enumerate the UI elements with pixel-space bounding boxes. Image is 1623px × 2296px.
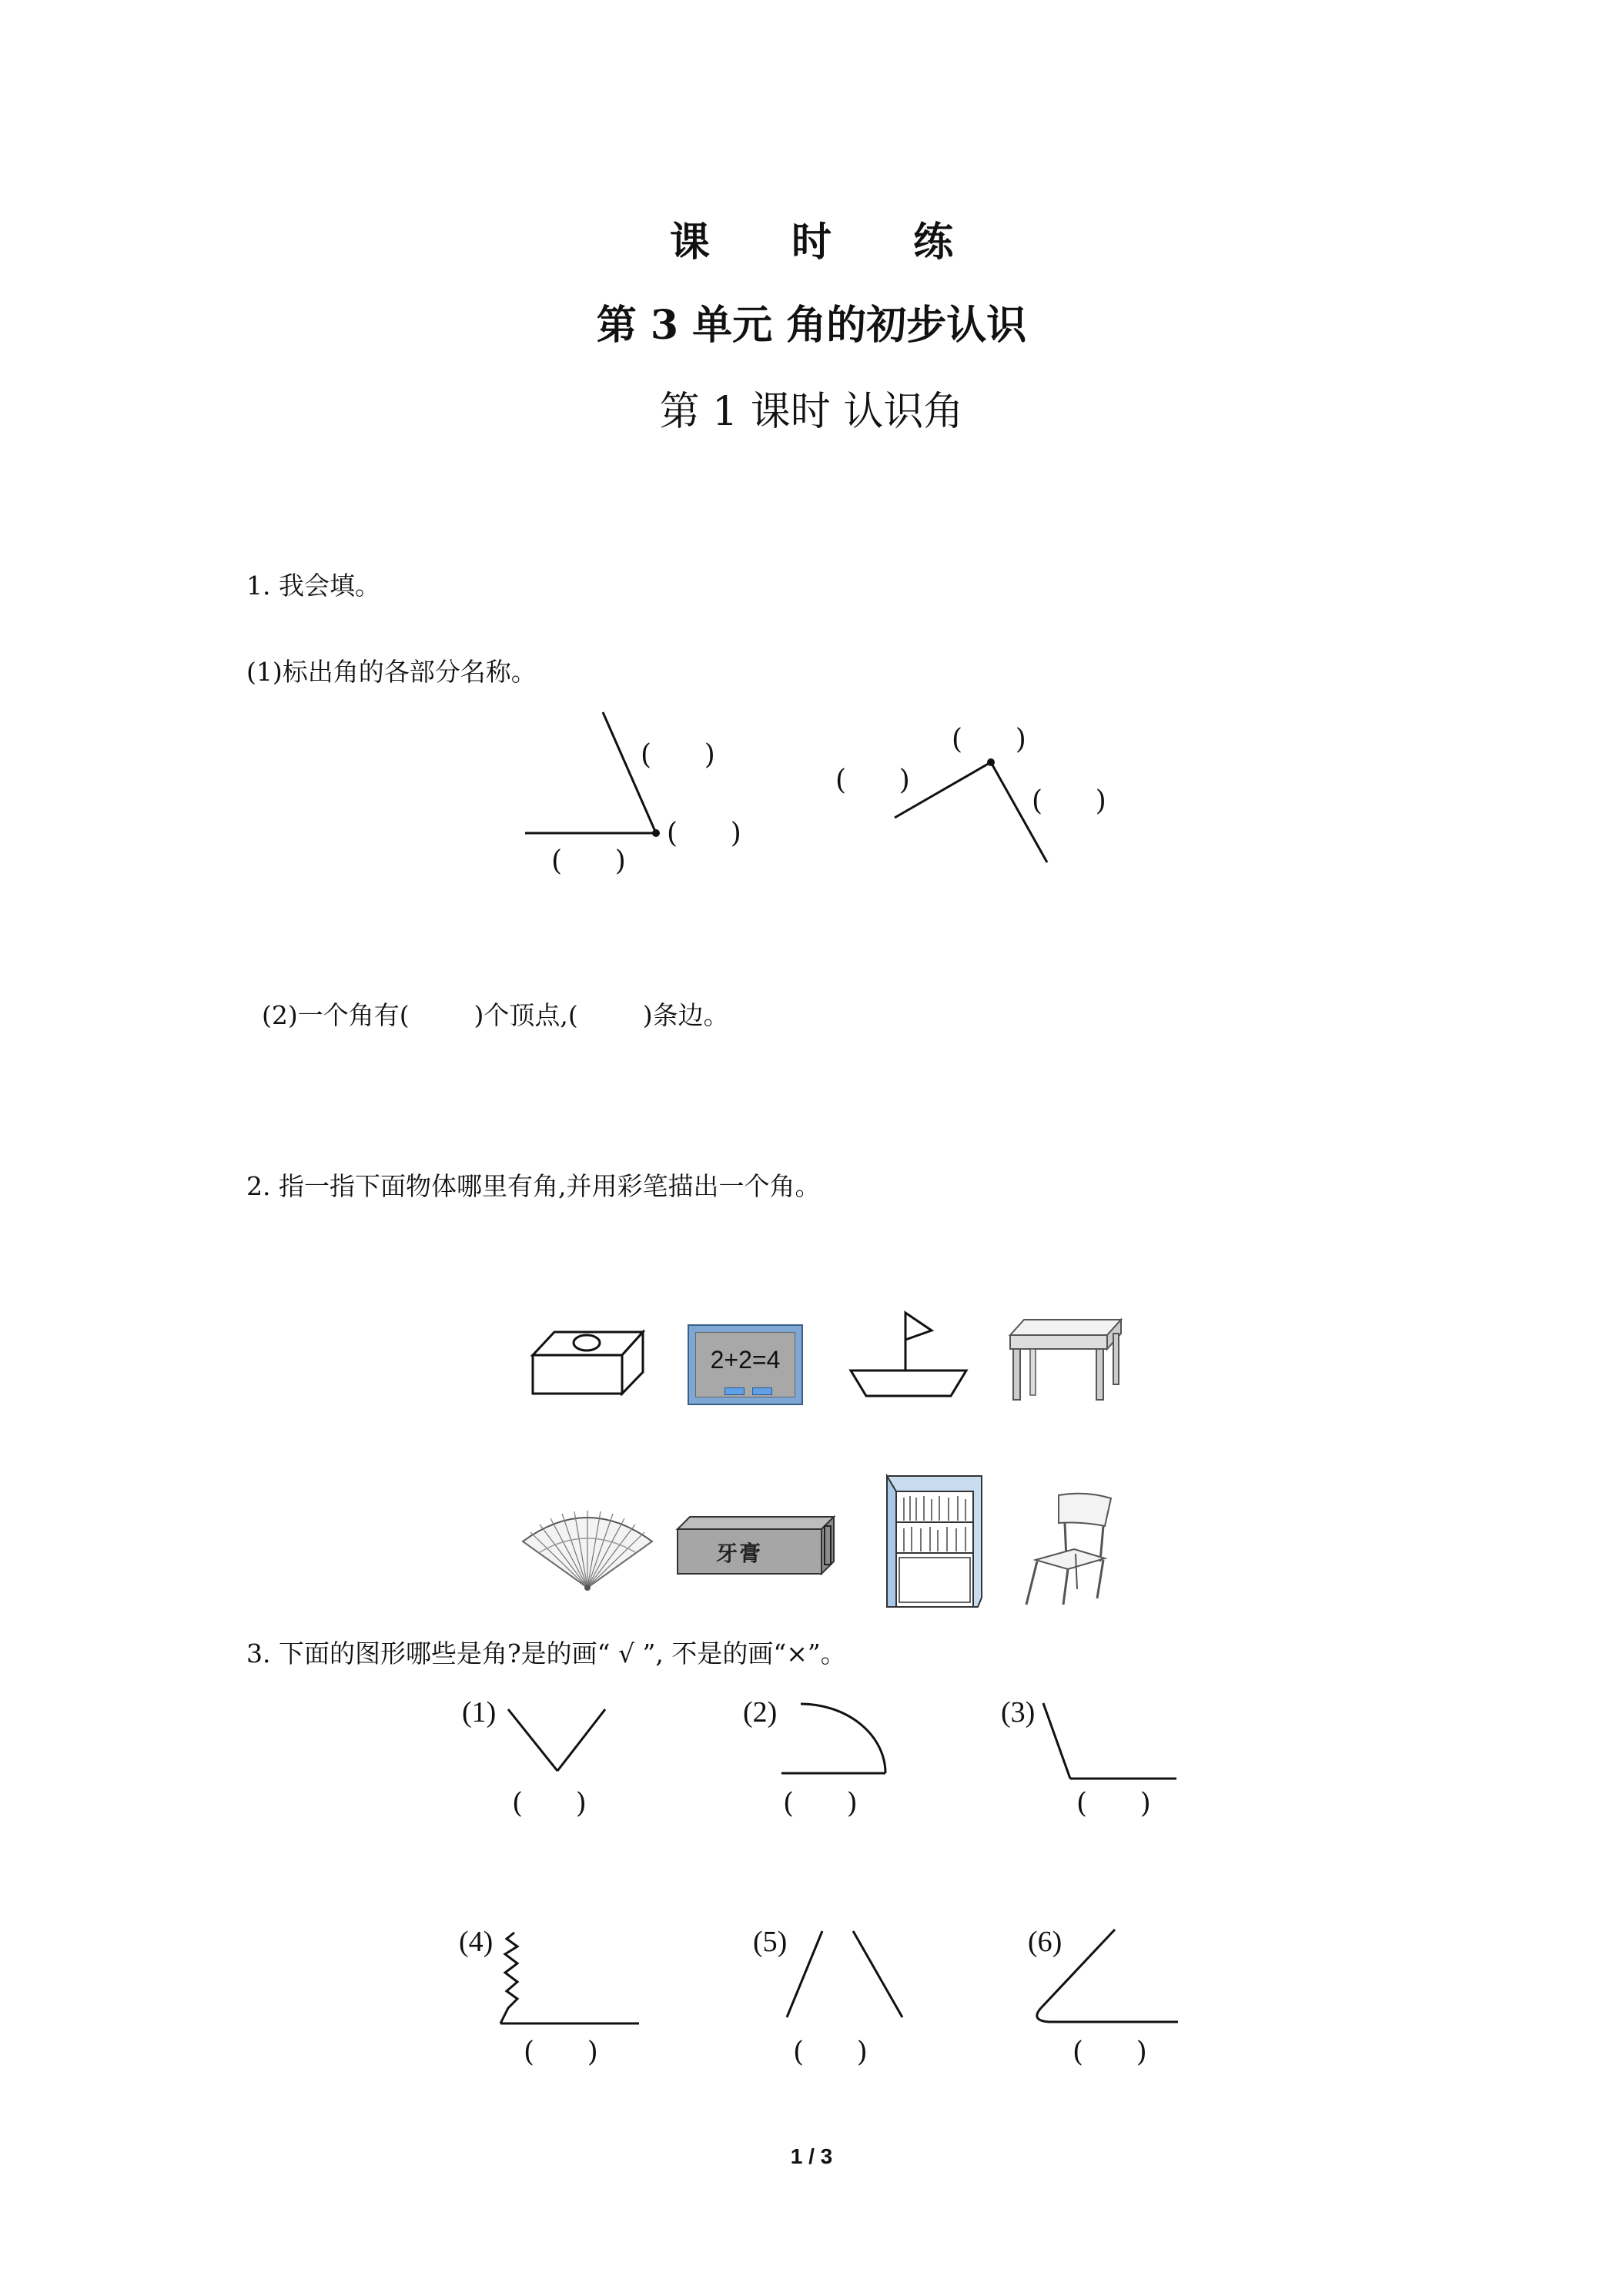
question-1-part1: (1)标出角的各部分名称。	[246, 657, 537, 687]
angle-side-blank[interactable]: ( )	[1032, 785, 1106, 817]
question-1-part2: (2)一个角有( )个顶点,( )条边。	[262, 1000, 729, 1030]
question-2-heading: 2. 指一指下面物体哪里有角,并用彩笔描出一个角。	[246, 1171, 821, 1201]
figure-label-1: (1)	[462, 1696, 497, 1729]
page-number: 1 / 3	[790, 2144, 833, 2168]
vertex-blank[interactable]: ( )	[667, 818, 741, 849]
figure-label-4: (4)	[459, 1926, 494, 1958]
lesson-title: 第 1 课时 认识角	[659, 389, 964, 435]
figure-label-5: (5)	[753, 1926, 788, 1958]
blackboard-equation: 2+2=4	[710, 1346, 781, 1374]
page-title: 课 时 练	[669, 219, 988, 266]
figure-2-blank[interactable]: ( )	[783, 1788, 858, 1819]
question-1-heading: 1. 我会填。	[246, 571, 380, 601]
figure-label-3: (3)	[1001, 1696, 1036, 1729]
figure-6-blank[interactable]: ( )	[1073, 2037, 1147, 2068]
figure-4-blank[interactable]: ( )	[524, 2037, 598, 2068]
angle-side-blank[interactable]: ( )	[551, 845, 626, 877]
figure-label-6: (6)	[1028, 1926, 1062, 1958]
figure-5-blank[interactable]: ( )	[793, 2037, 868, 2068]
question-3-heading: 3. 下面的图形哪些是角?是的画“ √ ”, 不是的画“×”。	[246, 1638, 846, 1668]
angle-side-blank[interactable]: ( )	[835, 765, 910, 796]
unit-title: 第 3 单元 角的初步认识	[596, 302, 1027, 349]
figure-label-2: (2)	[743, 1696, 778, 1729]
vertex-blank[interactable]: ( )	[952, 724, 1026, 755]
toothpaste-label: 牙膏	[716, 1541, 763, 1566]
figure-3-blank[interactable]: ( )	[1076, 1788, 1151, 1819]
figure-1-blank[interactable]: ( )	[512, 1788, 587, 1819]
angle-side-blank[interactable]: ( )	[641, 739, 715, 771]
